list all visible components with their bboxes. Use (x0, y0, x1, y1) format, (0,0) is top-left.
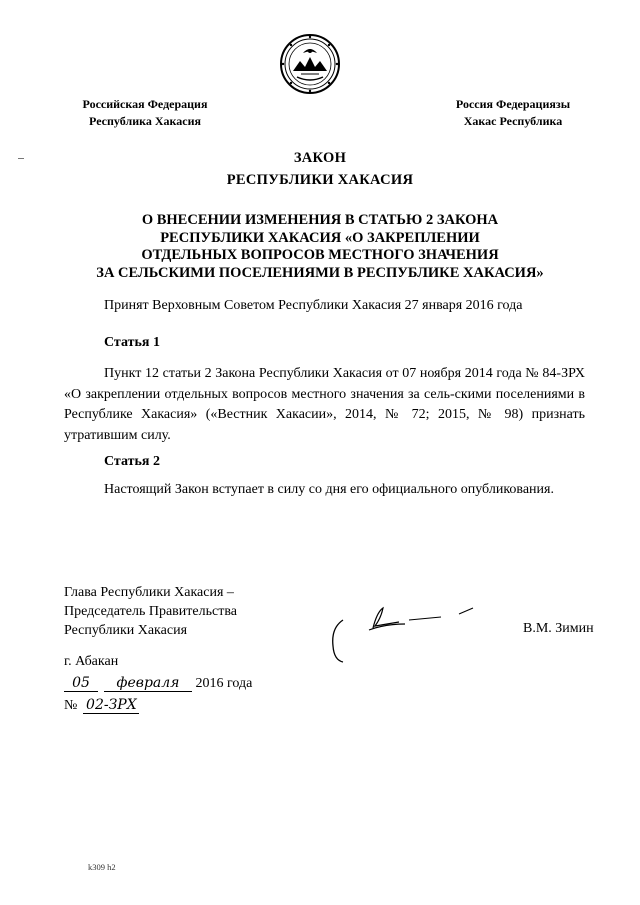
signatory-title-line: Республики Хакасия (64, 623, 188, 638)
signatory-name: В.М. Зимин (523, 621, 594, 636)
header-left-republic: Республика Хакасия (89, 114, 201, 128)
article-1-heading: Статья 1 (104, 335, 160, 350)
signatory-title-line: Глава Республики Хакасия – (64, 585, 234, 600)
article-2-heading: Статья 2 (104, 454, 160, 469)
header-right-country: Россия Федерациязы (455, 97, 571, 111)
law-subject-line: ОТДЕЛЬНЫХ ВОПРОСОВ МЕСТНОГО ЗНАЧЕНИЯ (141, 247, 499, 263)
law-subject-line: РЕСПУБЛИКИ ХАКАСИЯ «О ЗАКРЕПЛЕНИИ (160, 229, 480, 246)
handwritten-month: февраля (104, 675, 192, 692)
signatory-title-line: Председатель Правительства (64, 604, 237, 619)
law-subject-line: ЗА СЕЛЬСКИМИ ПОСЕЛЕНИЯМИ В РЕСПУБЛИКЕ ХАКАСИЯ» (96, 264, 544, 281)
header-right (440, 96, 586, 130)
header-left-country: Российская Федерация (82, 97, 208, 111)
article-1-text: Пункт 12 статьи 2 Закона Республики Хакасия от 07 ноября 2014 года № 84-ЗРХ «О закреплении отдельных вопросов местного значения за сель-скими поселениями в Республике Хакасия» («Вестник Хакасии», 2014, № 72; 2015, № 98) признать утратившим силу. (64, 366, 585, 443)
number-sign: № (64, 698, 78, 713)
law-number (64, 697, 139, 714)
republic-of-khakassia-emblem-icon (279, 33, 341, 95)
header-left (62, 96, 228, 130)
handwritten-day: 05 (64, 675, 98, 692)
year-text: 2016 года (195, 676, 253, 691)
city: г. Абакан (64, 654, 119, 669)
signatory-title (64, 583, 237, 640)
handwritten-number: 02-ЗРХ (83, 697, 139, 714)
adoption-note: Принят Верховным Советом Республики Хакасия 27 января 2016 года (104, 298, 523, 313)
article-2-text: Настоящий Закон вступает в силу со дня его официального опубликования. (104, 482, 554, 497)
law-title: ЗАКОН (293, 150, 347, 166)
law-title-republic: РЕСПУБЛИКИ ХАКАСИЯ (226, 172, 414, 188)
signing-date (64, 675, 252, 692)
law-subject-line: О ВНЕСЕНИИ ИЗМЕНЕНИЯ В СТАТЬЮ 2 ЗАКОНА (141, 212, 499, 228)
header-right-republic: Хакас Республика (463, 114, 563, 128)
law-subject (60, 212, 580, 282)
footer-code: k309 h2 (88, 862, 116, 872)
handwritten-signature (325, 600, 495, 670)
